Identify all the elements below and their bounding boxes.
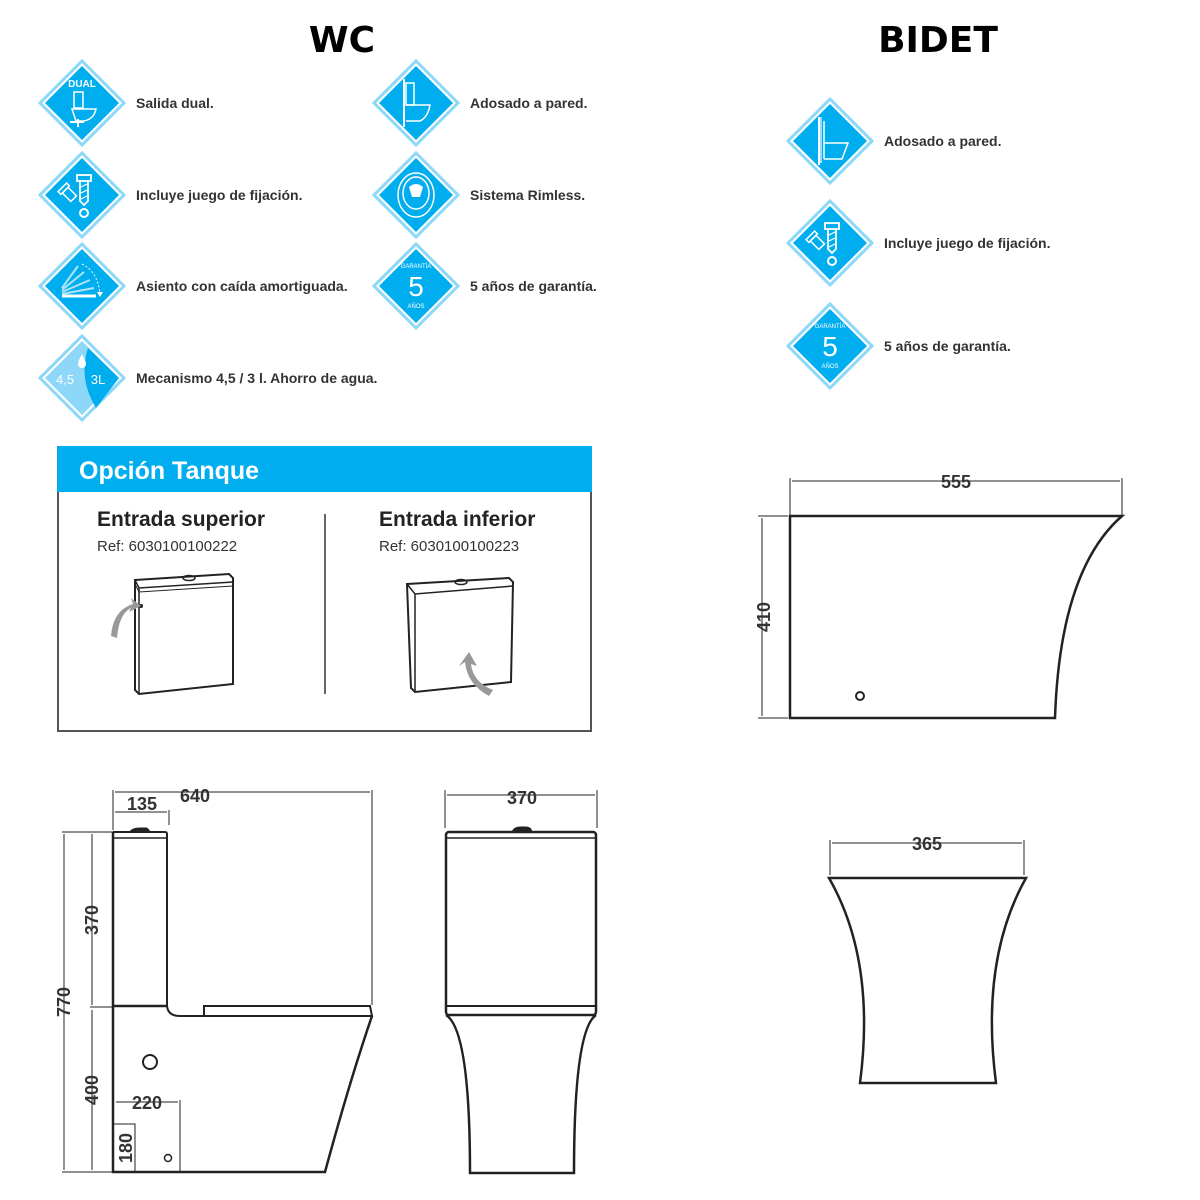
feature-label: Incluye juego de fijación. [136, 187, 303, 203]
water-saving-icon [38, 334, 126, 422]
svg-text:5: 5 [408, 271, 424, 302]
warranty-icon [786, 302, 874, 390]
feature-warranty [372, 242, 597, 330]
bidet-side-view-drawing [740, 460, 1140, 740]
wc-side-view-drawing [50, 780, 390, 1190]
feature-label: Sistema Rimless. [470, 187, 586, 203]
feature-label: Adosado a pared. [884, 133, 1002, 149]
svg-text:410: 410 [754, 601, 774, 633]
feature-dual-flush [38, 59, 214, 147]
bidet-front-view-drawing [810, 820, 1050, 1100]
feature-label: 5 años de garantía. [470, 278, 597, 294]
dual-flush-icon [38, 59, 126, 147]
svg-text:365: 365 [911, 834, 943, 854]
svg-text:3L: 3L [90, 372, 106, 387]
feature-label: Incluye juego de fijación. [884, 235, 1051, 251]
option-divider [324, 514, 326, 694]
svg-text:555: 555 [940, 472, 972, 492]
svg-text:135: 135 [126, 794, 158, 814]
svg-text:GARANTÍA: GARANTÍA [814, 324, 846, 330]
feature-label: Adosado a pared. [470, 95, 588, 111]
fixing-kit-icon [786, 199, 874, 287]
feature-label: Salida dual. [136, 95, 214, 111]
svg-text:GARANTÍA: GARANTÍA [400, 264, 432, 270]
svg-text:370: 370 [82, 904, 102, 936]
svg-text:400: 400 [82, 1074, 102, 1106]
feature-soft-close [38, 242, 348, 330]
svg-text:640: 640 [179, 786, 211, 806]
feature-rimless [372, 151, 585, 239]
svg-text:4,5: 4,5 [55, 372, 75, 387]
feature-label: Mecanismo 4,5 / 3 l. Ahorro de agua. [136, 370, 378, 386]
option-bottom-inlet-title: Entrada inferior [379, 508, 536, 531]
svg-text:370: 370 [506, 788, 538, 808]
tank-option-title: Opción Tanque [57, 446, 592, 492]
svg-text:AÑOS: AÑOS [821, 364, 839, 370]
option-top-inlet-title: Entrada superior [97, 508, 266, 531]
tank-bottom-inlet-illustration [389, 566, 549, 706]
wc-front-view-drawing [430, 780, 620, 1190]
bidet-feature-warranty [786, 302, 1011, 390]
feature-label: Asiento con caída amortiguada. [136, 278, 348, 294]
feature-fixing-kit [38, 151, 302, 239]
svg-text:220: 220 [131, 1093, 163, 1113]
tank-top-inlet-illustration [99, 566, 259, 706]
svg-text:DUAL: DUAL [68, 79, 96, 90]
feature-water-saving [38, 334, 377, 422]
bidet-feature-wall-mounted [786, 97, 1001, 185]
bidet-title: BIDET [878, 20, 998, 61]
feature-wall-mounted [372, 59, 587, 147]
rimless-icon [372, 151, 460, 239]
wall-mounted-icon [786, 97, 874, 185]
wall-mounted-icon [372, 59, 460, 147]
wc-title: WC [308, 20, 376, 61]
option-top-inlet-ref: Ref: 6030100100222 [97, 538, 238, 555]
svg-text:5: 5 [822, 331, 838, 362]
svg-text:AÑOS: AÑOS [407, 304, 425, 310]
svg-text:770: 770 [54, 986, 74, 1018]
soft-close-seat-icon [38, 242, 126, 330]
svg-text:180: 180 [116, 1132, 136, 1164]
tank-option-panel [57, 446, 592, 732]
feature-label: 5 años de garantía. [884, 338, 1011, 354]
bidet-feature-fixing-kit [786, 199, 1050, 287]
fixing-kit-icon [38, 151, 126, 239]
option-bottom-inlet-ref: Ref: 6030100100223 [379, 538, 520, 555]
warranty-icon [372, 242, 460, 330]
